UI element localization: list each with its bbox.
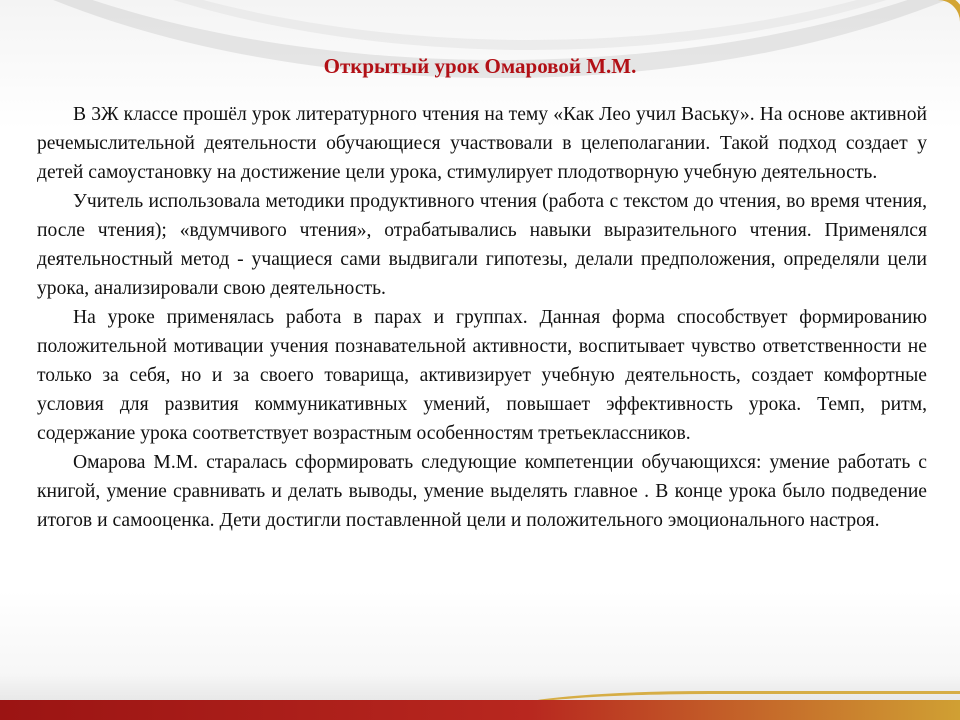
bottom-bar (0, 700, 960, 720)
paragraph-3: На уроке применялась работа в парах и группах. Данная форма способствует формированию положительной мотивации учения познавательной активности, воспитывает чувство ответственности не только за себя, но и за своего товарища, активизирует учебную деятельность, создает комфортные условия для развития коммуникативных умений, повышает эффективность урока. Темп, ритм, содержание урока соответствует возрастным особенностям третьеклассников. (37, 307, 927, 444)
slide-title: Открытый урок Омаровой М.М. (323, 54, 637, 78)
corner-accent (930, 0, 960, 30)
paragraph-1: В 3Ж классе прошёл урок литературного чтения на тему «Как Лео учил Ваську». На основе активной речемыслительной деятельности обучающиеся участвовали в целеполагании. Такой подход создает у детей самоустановку на достижение цели урока, стимулирует плодотворную учебную деятельность. (37, 104, 927, 183)
paragraph-4: Омарова М.М. старалась сформировать следующие компетенции обучающихся: умение работать с книгой, умение сравнивать и делать выводы, умение выделять главное . В конце урока было подведение итогов и самооценка. Дети достигли поставленной цели и положительного эмоционального настроя. (37, 452, 927, 531)
slide-body (37, 100, 927, 535)
paragraph-2: Учитель использовала методики продуктивного чтения (работа с текстом до чтения, во время чтения, после чтения); «вдумчивого чтения», отрабатывались навыки выразительного чтения. Применялся деятельностный метод - учащиеся сами выдвигали гипотезы, делали предположения, определяли цели урока, анализировали свою деятельность. (37, 191, 927, 299)
